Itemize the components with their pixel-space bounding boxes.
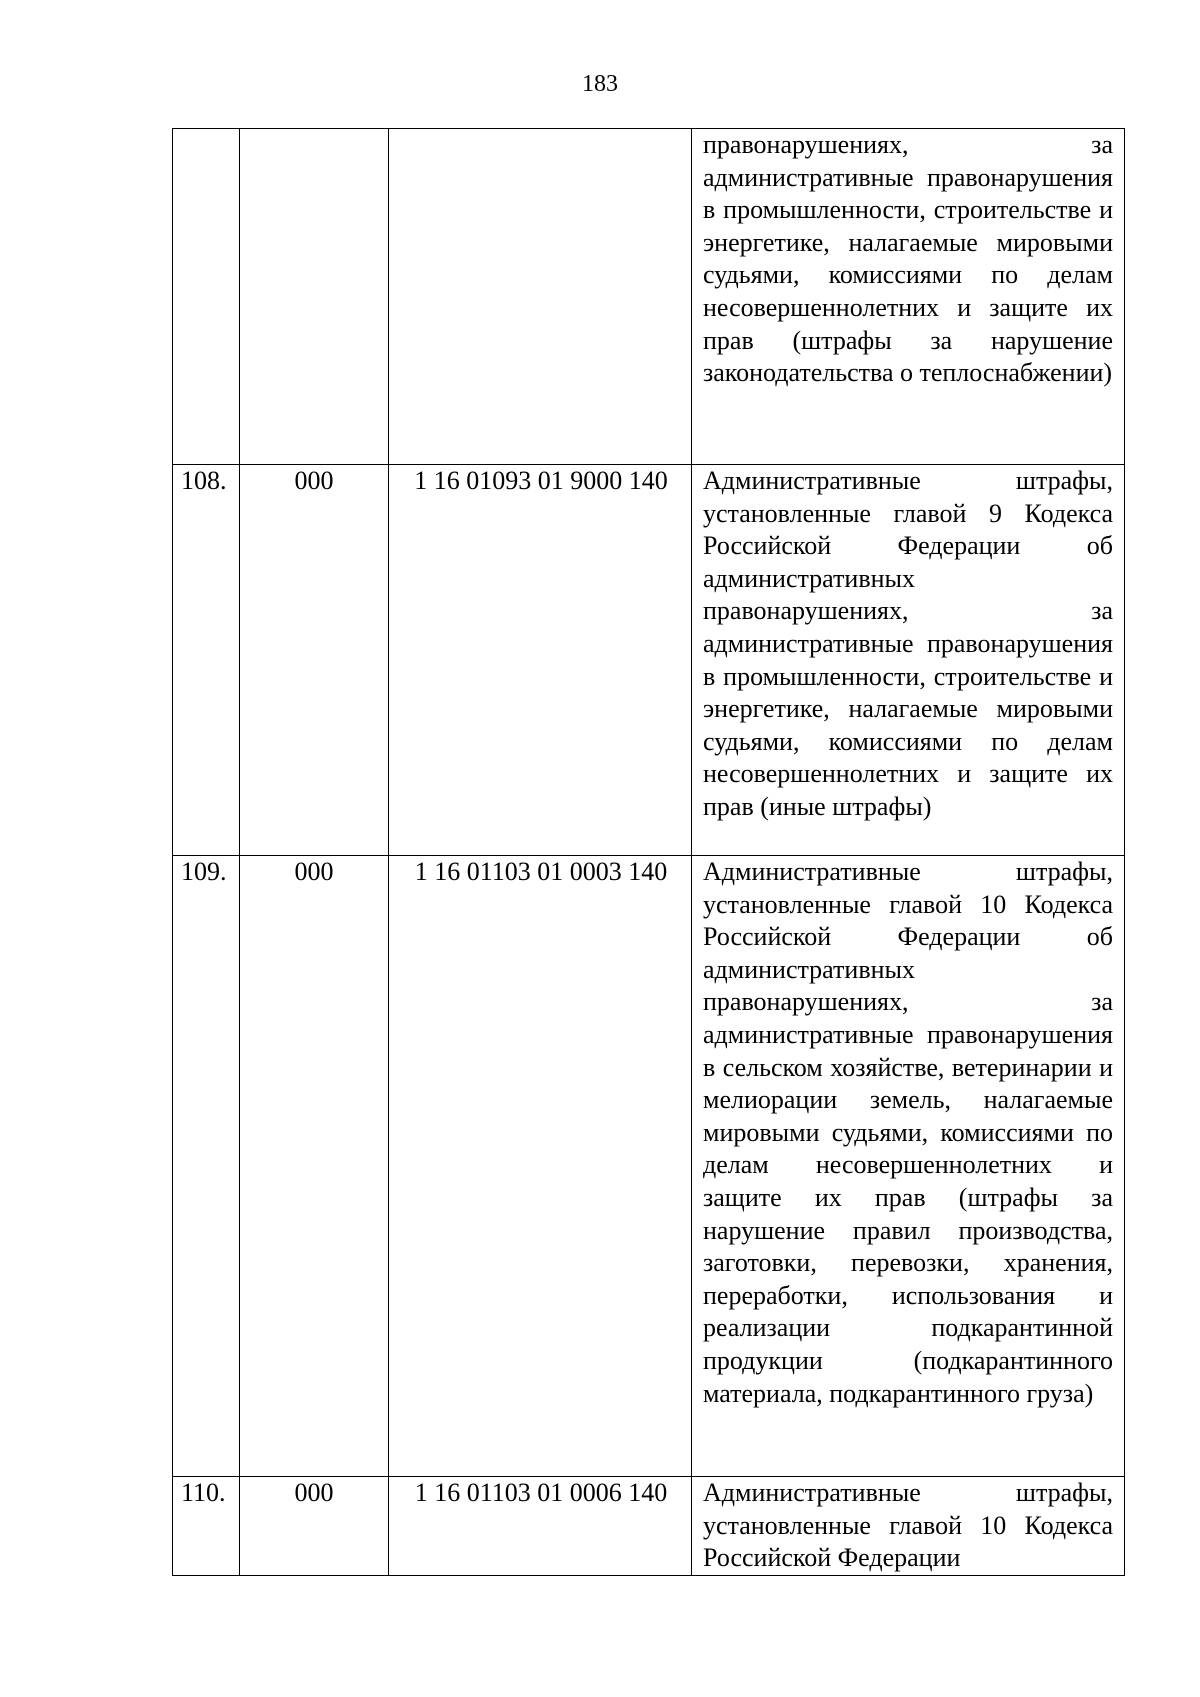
description-text: Административные штрафы, установленные главой 9 Кодекса Российской Федерации об административных правонарушениях, за административные правонарушения в промышленности, строительстве и энергетике, налагаемые мировыми судьями, комиссиями по делам несовершеннолетних и защите их прав (иные штрафы): [703, 466, 1113, 821]
row-number-cell: 108.: [173, 465, 240, 856]
table-row: [173, 129, 1125, 465]
budget-code-cell: 1 16 01103 01 0006 140: [389, 1477, 692, 1576]
row-number-cell: 109.: [173, 856, 240, 1477]
budget-code-cell: 1 16 01093 01 9000 140: [389, 465, 692, 856]
table-row: [173, 856, 1125, 1477]
admin-code-cell: 000: [240, 1477, 389, 1576]
admin-code-cell: 000: [240, 465, 389, 856]
description-cell: [692, 465, 1125, 856]
description-text: Административные штрафы, установленные главой 10 Кодекса Российской Федерации об административных правонарушениях, за административные правонарушения в сельском хозяйстве, ветеринарии и мелиорации земель, налагаемые мировыми судьями, комиссиями по делам несовершеннолетних и защите их прав (штрафы за нарушение правил производства, заготовки, перевозки, хранения, переработки, использования и реализации подкарантинной продукции (подкарантинного материала, подкарантинного груза): [703, 857, 1113, 1408]
description-cell: [692, 1477, 1125, 1576]
description-text: Административные штрафы, установленные главой 10 Кодекса Российской Федерации: [703, 1478, 1113, 1573]
admin-code-cell: 000: [240, 856, 389, 1477]
budget-code-cell: [389, 129, 692, 465]
table-row: [173, 1477, 1125, 1576]
page-number: 183: [582, 71, 618, 97]
description-text: правонарушениях, за административные правонарушения в промышленности, строительстве и энергетике, налагаемые мировыми судьями, комиссиями по делам несовершеннолетних и защите их прав (штрафы за нарушение законодательства о теплоснабжении): [703, 130, 1113, 388]
description-cell: [692, 129, 1125, 465]
description-cell: [692, 856, 1125, 1477]
table-row: [173, 465, 1125, 856]
admin-code-cell: [240, 129, 389, 465]
row-number-cell: [173, 129, 240, 465]
row-number-cell: 110.: [173, 1477, 240, 1576]
budget-code-cell: 1 16 01103 01 0003 140: [389, 856, 692, 1477]
budget-codes-table: [172, 128, 1125, 1576]
